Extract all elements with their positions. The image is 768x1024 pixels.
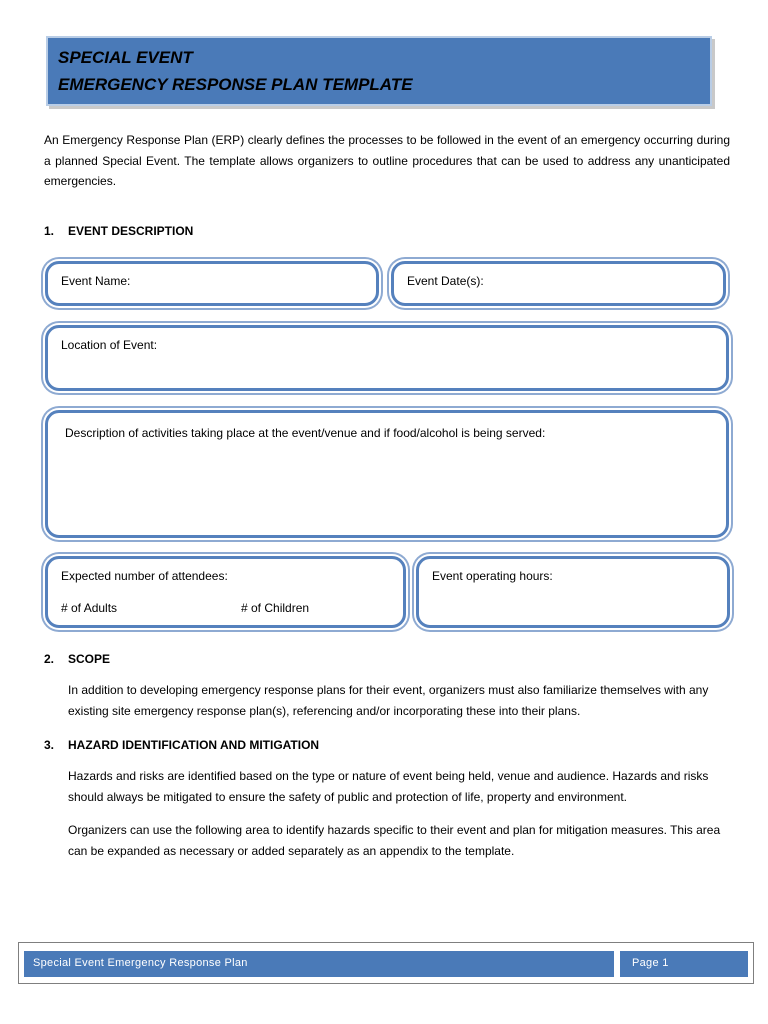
title-line-1: SPECIAL EVENT (58, 48, 193, 67)
event-name-label: Event Name: (61, 274, 131, 288)
location-field[interactable] (45, 325, 729, 391)
page-footer (18, 942, 754, 984)
section-2-heading (44, 652, 110, 666)
description-field[interactable] (45, 410, 729, 538)
section-3-number: 3. (44, 738, 55, 752)
title-line-2: EMERGENCY RESPONSE PLAN TEMPLATE (58, 75, 413, 94)
description-label: Description of activities taking place at the event/venue and if food/alcohol is being served: (65, 426, 546, 440)
hazard-paragraph-2: Organizers can use the following area to identify hazards specific to their event and plan for mitigation measures. This area can be expanded as necessary or added separately as an appendix to the template. (68, 823, 721, 858)
children-label: # of Children (241, 601, 310, 615)
title-banner (46, 36, 712, 106)
event-name-field[interactable] (45, 261, 379, 306)
section-2-number: 2. (44, 652, 55, 666)
event-dates-label: Event Date(s): (407, 274, 484, 288)
section-3-title: HAZARD IDENTIFICATION AND MITIGATION (68, 738, 320, 752)
attendees-field[interactable] (45, 556, 406, 628)
adults-label: # of Adults (61, 601, 118, 615)
footer-title: Special Event Emergency Response Plan (24, 951, 614, 977)
section-3-heading (44, 738, 319, 752)
section-1-heading (44, 224, 193, 238)
event-dates-field[interactable] (391, 261, 726, 306)
page-number: Page 1 (620, 951, 748, 977)
attendees-label: Expected number of attendees: (61, 569, 228, 583)
operating-hours-label: Event operating hours: (432, 569, 553, 583)
intro-text: An Emergency Response Plan (ERP) clearly defines the processes to be followed in the event of an emergency occurring during a planned Special Event. The template allows organizers to outline procedures that can be used to address any unanticipated emergencies. (44, 133, 730, 188)
intro-paragraph (44, 130, 730, 192)
hazard-paragraph-1: Hazards and risks are identified based on the type or nature of event being held, venue and audience. Hazards and risks should always be mitigated to ensure the safety of public and protection of life, property and environment. (68, 769, 709, 804)
scope-paragraph: In addition to developing emergency response plans for their event, organizers must also familiarize themselves with any existing site emergency response plan(s), referencing and/or incorporating these into their plans. (68, 683, 709, 718)
location-label: Location of Event: (61, 338, 158, 352)
operating-hours-field[interactable] (416, 556, 730, 628)
section-1-title: EVENT DESCRIPTION (68, 224, 194, 238)
section-2-title: SCOPE (68, 652, 111, 666)
section-1-number: 1. (44, 224, 55, 238)
